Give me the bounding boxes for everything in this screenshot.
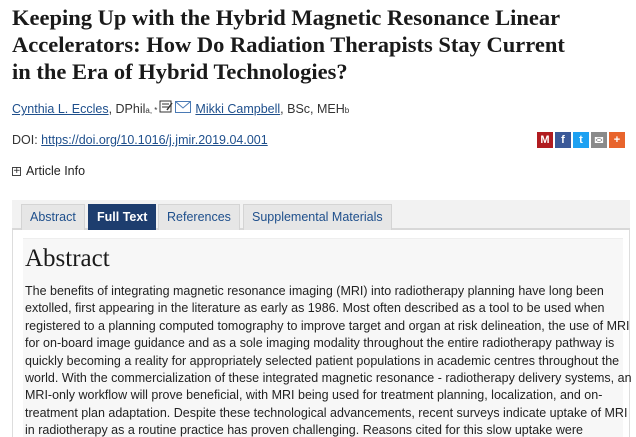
mendeley-icon[interactable]: M bbox=[537, 132, 553, 148]
abstract-section bbox=[23, 238, 632, 437]
tab-bar bbox=[12, 200, 630, 230]
email-icon[interactable] bbox=[175, 101, 191, 116]
abstract-line: world. With the commercialization of these integrated magnetic resonance - radiotherapy delivery systems, an bbox=[25, 371, 632, 386]
author-degree: , DPhil bbox=[108, 102, 146, 116]
abstract-line: quickly becoming a reality for appropriately selected patient populations in academic centres throughout the bbox=[25, 353, 620, 368]
doi-link[interactable]: https://doi.org/10.1016/j.jmir.2019.04.001 bbox=[41, 133, 268, 147]
author-affiliation: a, * bbox=[145, 106, 158, 115]
abstract-line: registered to a planning computed tomography to improve target and organ at risk delineation, the use of MRI bbox=[25, 318, 630, 333]
author-link[interactable]: Mikki Campbell bbox=[195, 102, 281, 116]
doi-line bbox=[12, 133, 268, 147]
tab-references[interactable]: References bbox=[158, 204, 240, 230]
facebook-icon[interactable]: f bbox=[555, 132, 571, 148]
article-info-label: Article Info bbox=[26, 164, 86, 178]
abstract-line: in radiotherapy as a routine practice has proven challenging. Reasons cited for this slow uptake were bbox=[25, 423, 583, 437]
author-link[interactable]: Cynthia L. Eccles bbox=[12, 102, 109, 116]
tab-supplemental-materials[interactable]: Supplemental Materials bbox=[243, 204, 392, 230]
tab-content-panel bbox=[12, 230, 630, 437]
correspondence-icon[interactable] bbox=[159, 100, 173, 116]
article-title bbox=[12, 4, 627, 85]
abstract-line: extolled, first appearing in the literature as early as 1986. Most often described as a tool to be used when bbox=[25, 301, 605, 316]
expand-icon: + bbox=[13, 165, 21, 176]
twitter-icon[interactable]: t bbox=[573, 132, 589, 148]
article-title-line: Keeping Up with the Hybrid Magnetic Resonance Linear bbox=[12, 5, 561, 30]
abstract-line: treatment plan adaptation. Despite these technological advancements, recent surveys indicate uptake of MRI bbox=[25, 405, 628, 420]
email-icon[interactable]: ✉ bbox=[591, 132, 607, 148]
author-degree: , BSc, MEH bbox=[280, 102, 345, 116]
more-share-icon[interactable]: + bbox=[609, 132, 625, 148]
abstract-heading: Abstract bbox=[25, 245, 110, 272]
tab-abstract[interactable]: Abstract bbox=[21, 204, 85, 230]
share-toolbar bbox=[537, 132, 625, 148]
tab-full-text[interactable]: Full Text bbox=[88, 204, 156, 230]
abstract-line: for on-board image guidance and as a sole imaging modality throughout the entire radiotherapy pathway is bbox=[25, 336, 615, 351]
author-affiliation: b bbox=[344, 106, 350, 115]
doi-label: DOI: bbox=[12, 133, 42, 147]
article-title-line: Accelerators: How Do Radiation Therapists Stay Current bbox=[12, 32, 565, 57]
abstract-text bbox=[25, 283, 632, 437]
abstract-line: MRI-only workflow will prove beneficial, with MRI being used for treatment planning, localization, and on- bbox=[25, 388, 603, 403]
author-list bbox=[12, 100, 349, 116]
article-title-line: in the Era of Hybrid Technologies? bbox=[12, 59, 348, 84]
abstract-line: The benefits of integrating magnetic resonance imaging (MRI) into radiotherapy planning have long been bbox=[25, 284, 604, 298]
article-info-toggle[interactable] bbox=[12, 164, 85, 178]
